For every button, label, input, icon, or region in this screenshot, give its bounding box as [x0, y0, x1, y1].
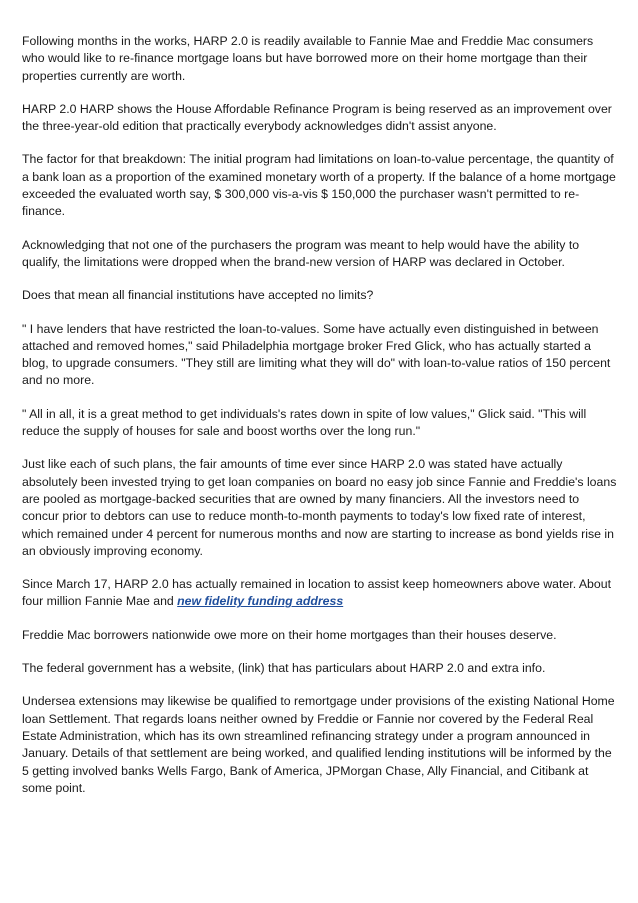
paragraph-breakdown-factor: The factor for that breakdown: The initial program had limitations on loan-to-value percentage, the quantity of a bank loan as a proportion of the examined monetary worth of a property. If the balance of a home mortgage exceeded the evaluated worth say, $ 300,000 vis-a-vis $ 150,000 the purchaser wasn't permitted to re-finance. [22, 152, 616, 219]
paragraph-since-march [22, 576, 618, 611]
paragraph-loan-companies: Just like each of such plans, the fair amounts of time ever since HARP 2.0 was stated have actually absolutely been invested trying to get loan companies on board no easy job since Fannie and Freddie's loans are pooled as mortgage-backed securities that are owned by many financiers. All the investors need to concur prior to debtors can use to reduce month-to-month payments to today's low fixed rate of interest, which remained under 4 percent for numerous months and now are starting to increase as bond yields rise in an obviously improving economy. [22, 457, 617, 558]
article-body [22, 33, 618, 813]
paragraph-since-march-text: Since March 17, HARP 2.0 has actually remained in location to assist keep homeowners above water. About four million Fannie Mae and [22, 577, 611, 609]
paragraph-freddie-borrowers: Freddie Mac borrowers nationwide owe more on their home mortgages than their houses deserve. [22, 627, 557, 642]
paragraph-glick-quote-2: " All in all, it is a great method to get individuals's rates down in spite of low values," Glick said. "This will reduce the supply of houses for sale and boost worths over the long run." [22, 406, 587, 439]
paragraph-harp-availability: Following months in the works, HARP 2.0 is readily available to Fannie Mae and Freddie Mac consumers who would like to re-finance mortgage loans but have borrowed more on their home mortgage than their properties currently are worth. [22, 34, 594, 83]
paragraph-harp-improvement: HARP 2.0 HARP shows the House Affordable Refinance Program is being reserved as an improvement over the three-year-old edition that practically everybody acknowledges didn't assist anyone. [22, 101, 612, 134]
fidelity-funding-link[interactable]: new fidelity funding address [177, 594, 344, 609]
paragraph-question: Does that mean all financial institutions have accepted no limits? [22, 288, 374, 303]
paragraph-limitations-dropped: Acknowledging that not one of the purchasers the program was meant to help would have the ability to qualify, the limitations were dropped when the brand-new version of HARP was declared in October. [22, 237, 580, 269]
paragraph-government-website: The federal government has a website, (link) that has particulars about HARP 2.0 and extra info. [22, 661, 546, 676]
paragraph-glick-quote-1: " I have lenders that have restricted the loan-to-values. Some have actually even distinguished in between attached and removed homes," said Philadelphia mortgage broker Fred Glick, who has actually started a blog, to upgrade consumers. "They still are limiting what they will do" with loan-to-value ratios of 150 percent and no more. [22, 321, 611, 388]
paragraph-undersea-extensions: Undersea extensions may likewise be qualified to remortgage under provisions of the existing National Home loan Settlement. That regards loans neither owned by Freddie or Fannie nor covered by the Federal Real Estate Administration, which has its own streamlined refinancing strategy under a program announced in January. Details of that settlement are being worked, and qualified lending institutions will be informed by the 5 getting involved banks Wells Fargo, Bank of America, JPMorgan Chase, Ally Financial, and Citibank at some point. [22, 694, 615, 795]
